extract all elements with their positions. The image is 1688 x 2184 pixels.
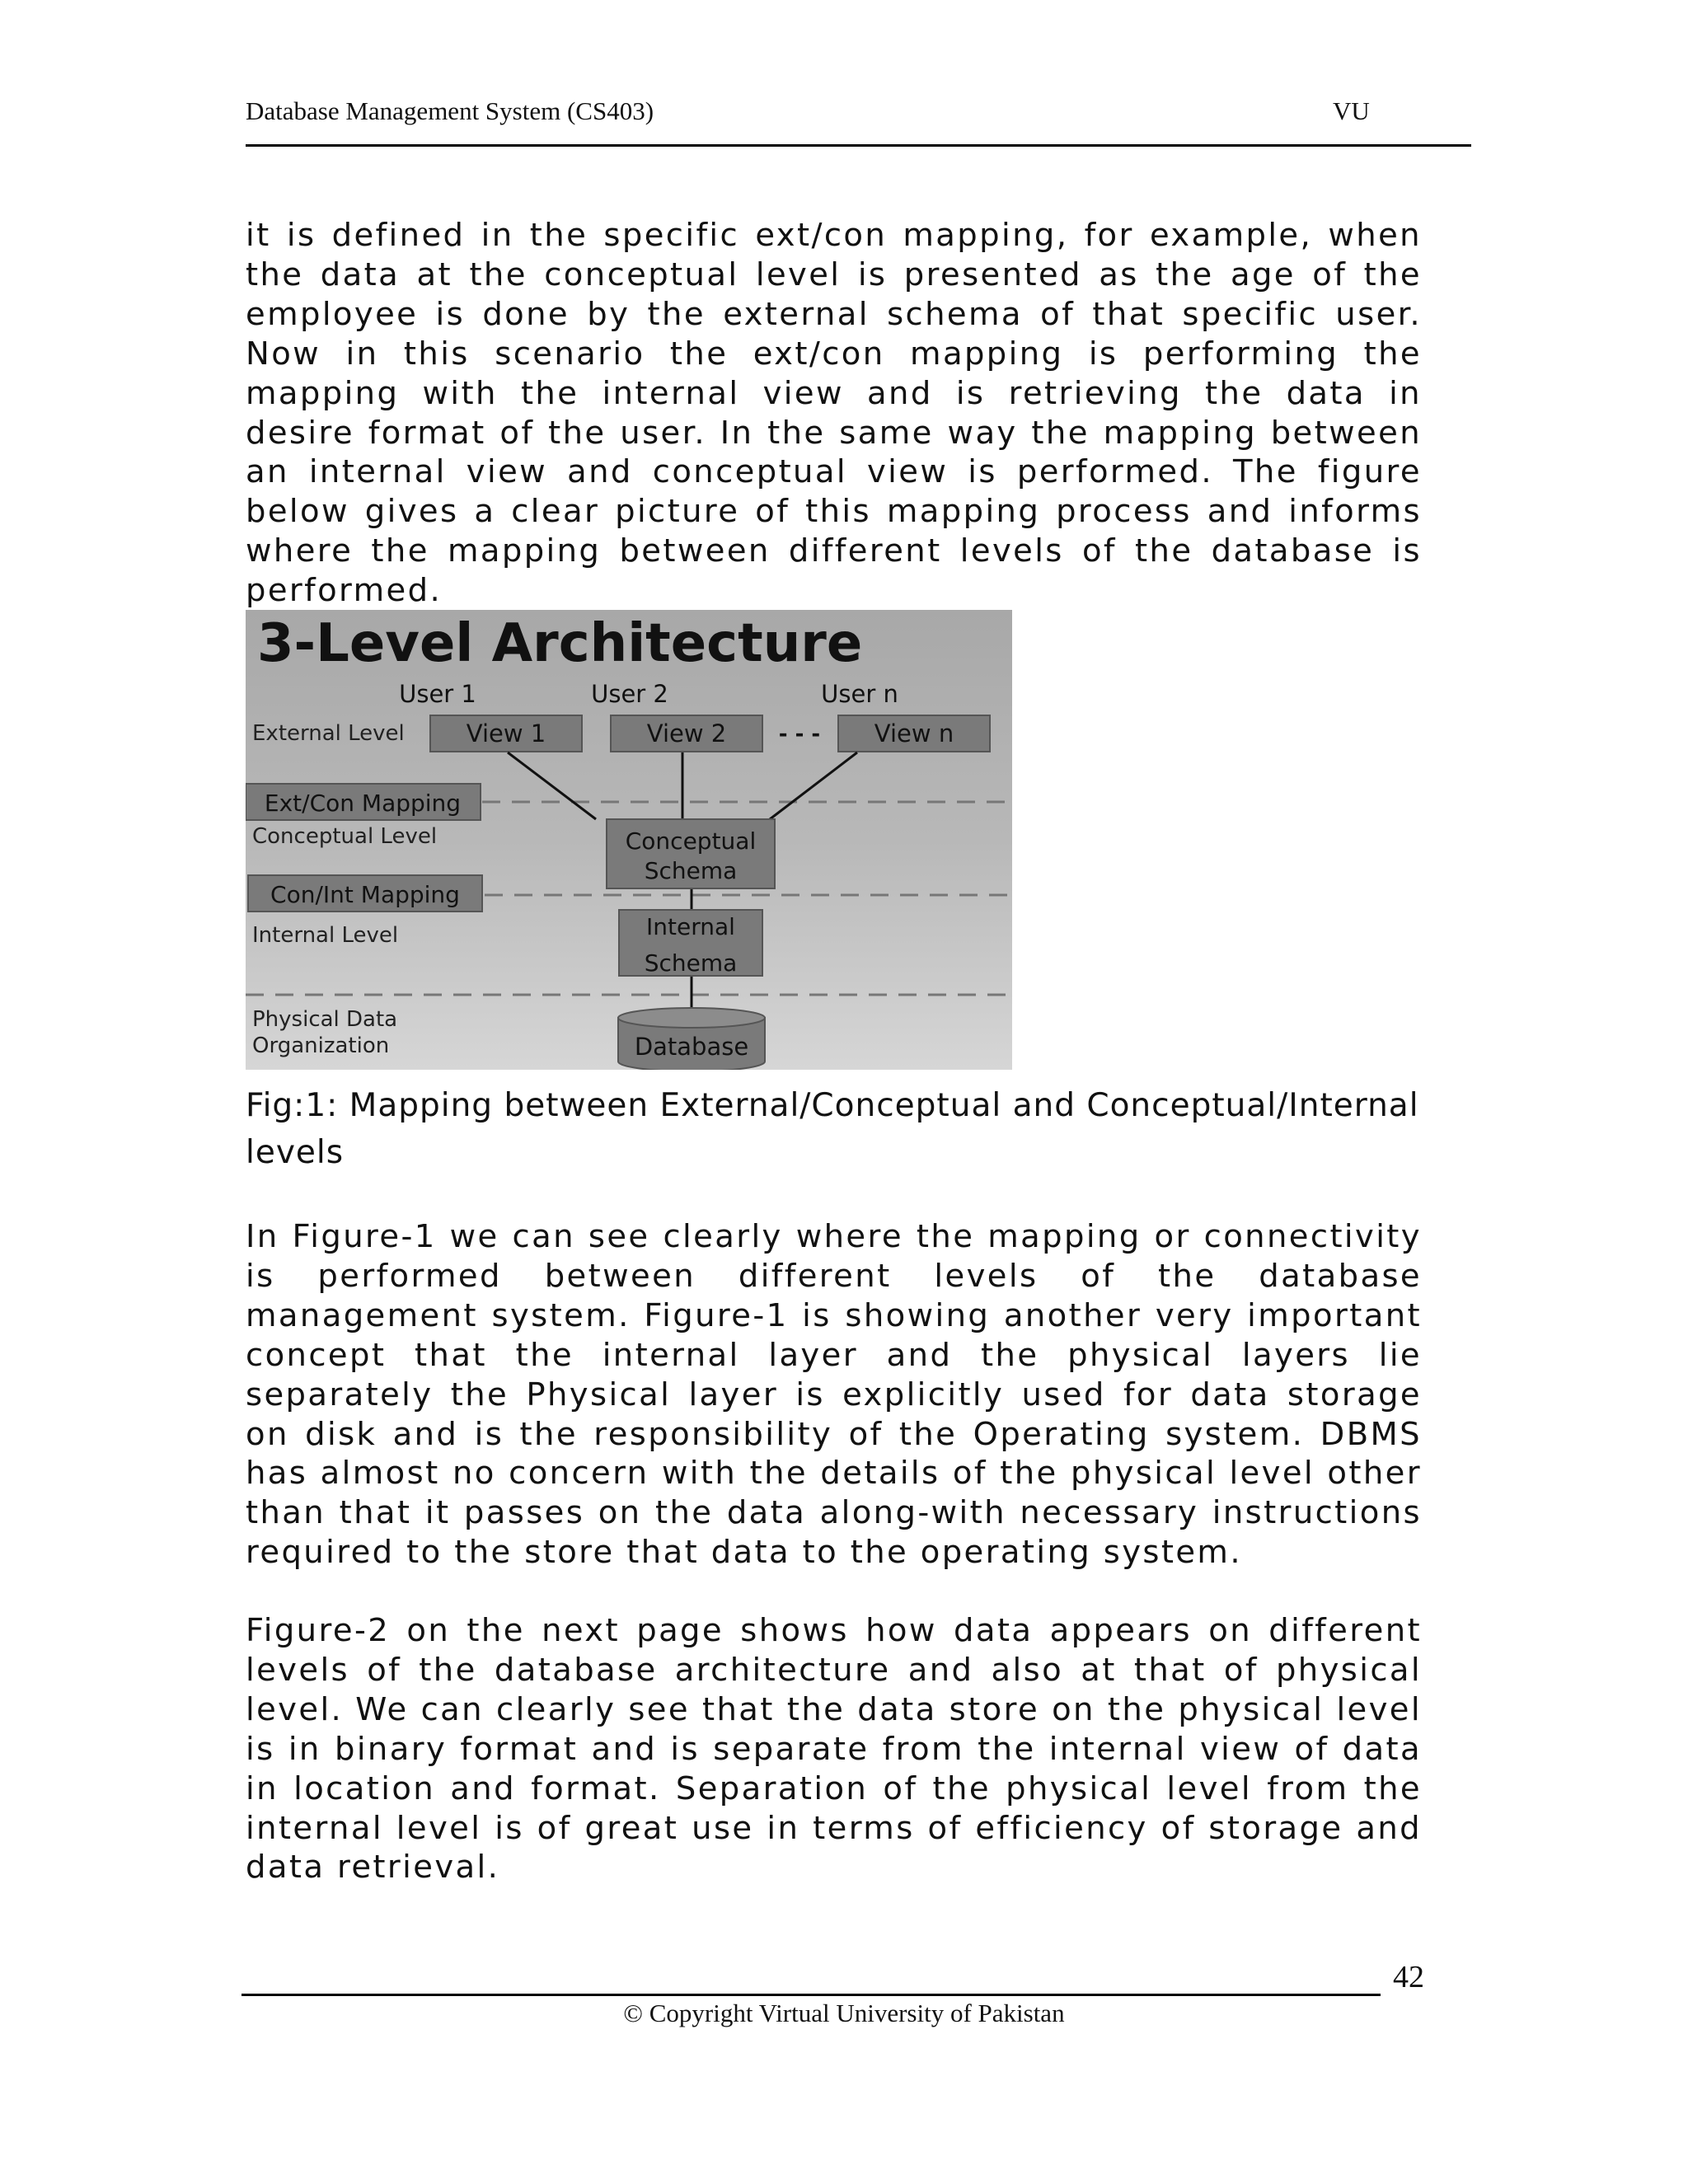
physical-level-label-line-1: Physical Data [252, 1007, 398, 1032]
internal-schema-label-line-2: Schema [644, 949, 738, 977]
figure-caption: Fig:1: Mapping between External/Conceptual and Conceptual/Internal levels [246, 1087, 1419, 1171]
conceptual-schema-label-line-1: Conceptual [625, 827, 757, 855]
user-label-1: User 1 [399, 680, 476, 708]
physical-level-label-line-2: Organization [252, 1033, 390, 1058]
view-label-n: View n [874, 719, 954, 748]
page-header-right: VU [1333, 96, 1370, 125]
user-label-2: User 2 [591, 680, 668, 708]
body-paragraph-2: In Figure-1 we can see clearly where the mapping or connectivity is performed between different levels of the database management system. Figure-1 is showing another very important concept that the internal layer and the physical layers lie separately the Physical layer is explicitly used for data storage on disk and is the responsibility of the Operating system. DBMS has almost no concern with the details of the physical level other than that it passes on the data along-with necessary instructions required to the store that data to the operating system. [246, 1218, 1422, 1572]
conceptual-level-label: Conceptual Level [252, 824, 438, 849]
copyright-notice: © Copyright Virtual University of Pakistan [623, 1999, 1065, 2027]
user-label-n: User n [821, 680, 898, 708]
page-number: 42 [1393, 1960, 1424, 1994]
database-label: Database [634, 1033, 749, 1061]
body-paragraph-3: Figure-2 on the next page shows how data appears on different levels of the database architecture and also at that of physical level. We can clearly see that the data store on the physical level is in binary format and is separate from the internal view of data in location and format. Separation of the physical level from the internal level is of great use in terms of efficiency of storage and data retrieval. [246, 1612, 1422, 1886]
internal-level-label: Internal Level [252, 923, 399, 948]
footer-rule [241, 1994, 1381, 1996]
conceptual-schema-label-line-2: Schema [644, 857, 738, 884]
view-separator: - - - [778, 722, 821, 747]
external-level-label: External Level [252, 721, 405, 746]
con-int-mapping-label: Con/Int Mapping [270, 881, 460, 908]
view-label-1: View 1 [466, 719, 546, 748]
ext-con-mapping-label: Ext/Con Mapping [264, 790, 462, 817]
three-level-architecture-figure [246, 610, 1012, 1070]
body-paragraph-1: it is defined in the specific ext/con mapping, for example, when the data at the conceptual level is presented as the age of the employee is done by the external schema of that specific user. Now in this scenario the ext/con mapping is performing the mapping with the internal view and is retrieving the data in desire format of the user. In the same way the mapping between an internal view and conceptual view is performed. The figure below gives a clear picture of this mapping process and informs where the mapping between different levels of the database is performed. [246, 217, 1422, 610]
header-rule [246, 144, 1471, 147]
page-header-title: Database Management System (CS403) [246, 96, 654, 125]
figure-title: 3-Level Architecture [257, 613, 863, 674]
internal-schema-label-line-1: Internal [646, 913, 735, 940]
view-label-2: View 2 [646, 719, 727, 748]
